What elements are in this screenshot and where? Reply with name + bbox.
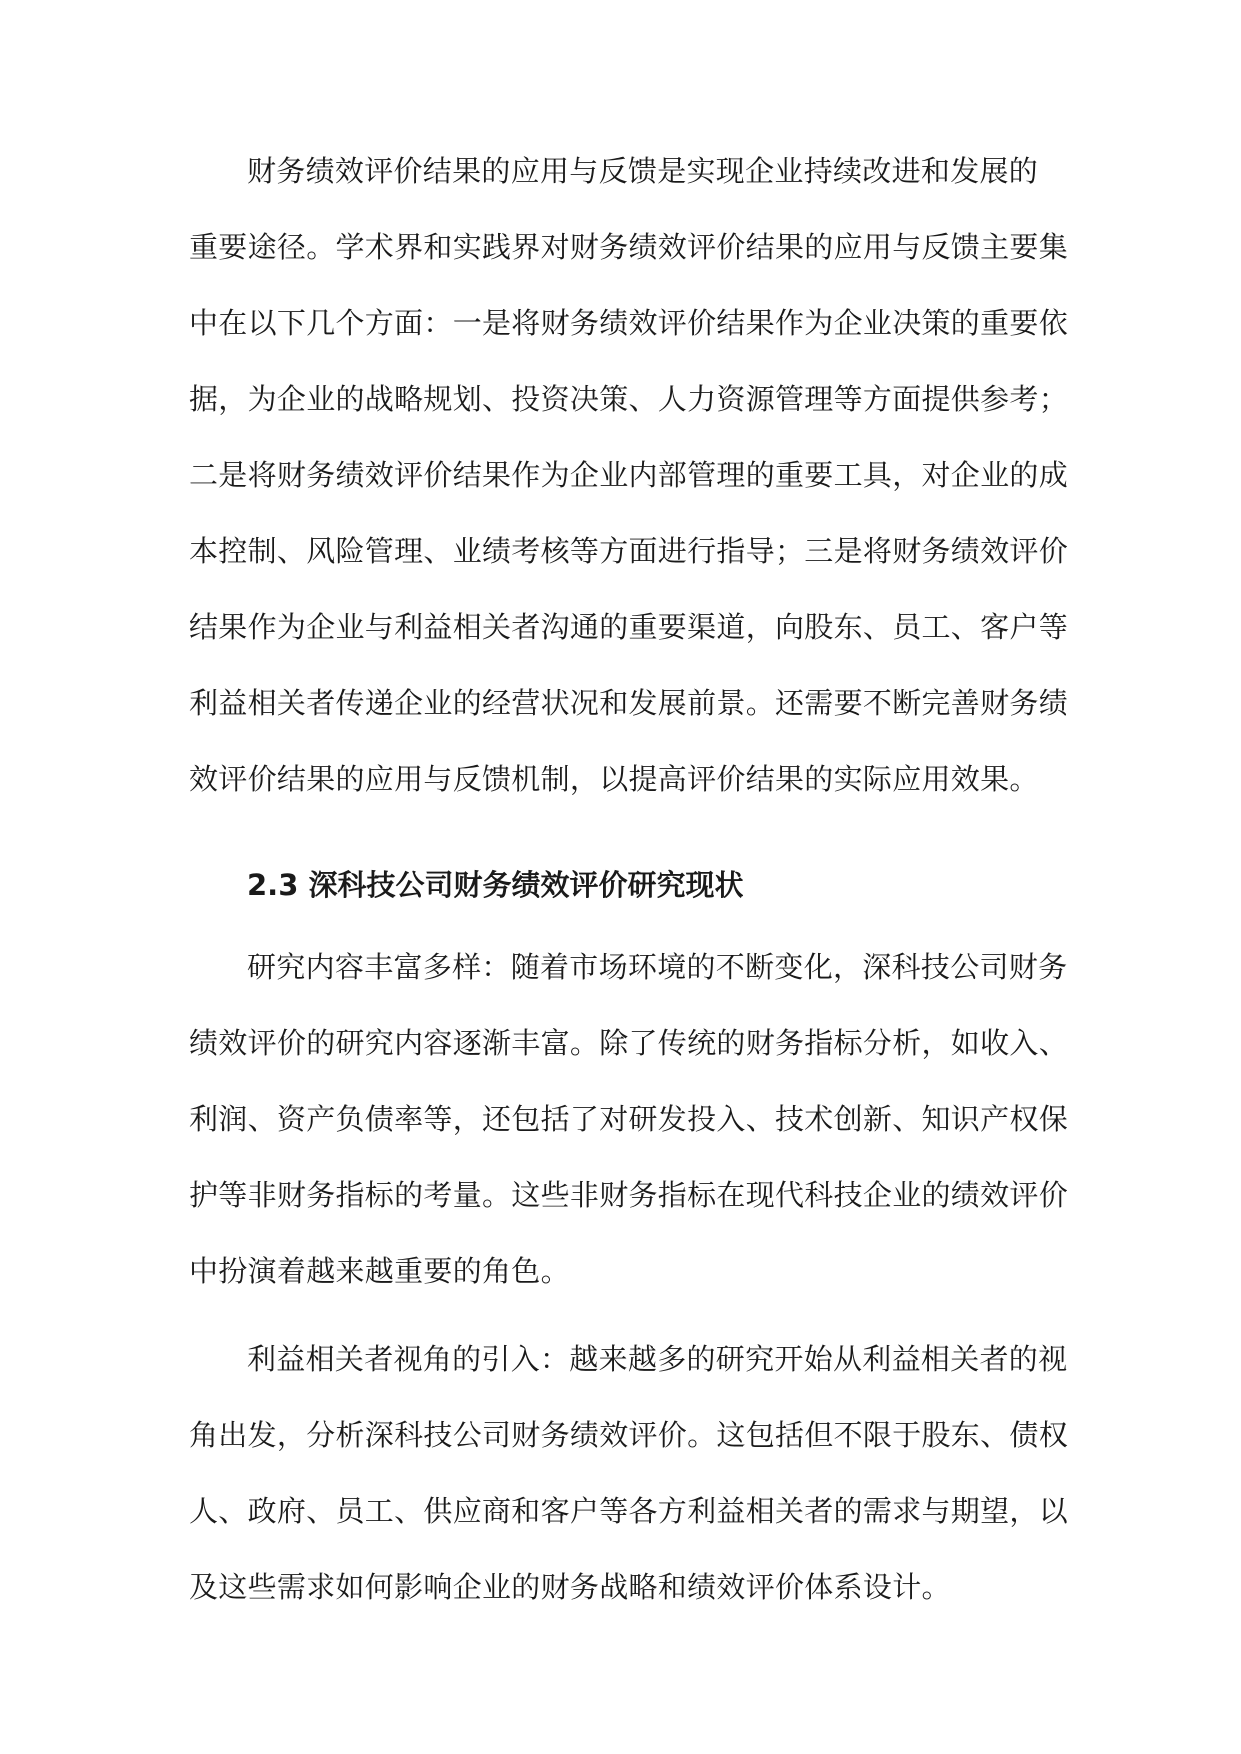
paragraph-line: 二是将财务绩效评价结果作为企业内部管理的重要工具，对企业的成 [189, 458, 1069, 492]
paragraph-research-content [189, 934, 1069, 1314]
paragraph-line: 绩效评价的研究内容逐渐丰富。除了传统的财务指标分析，如收入、 [189, 1026, 1069, 1060]
paragraph-line: 利益相关者传递企业的经营状况和发展前景。还需要不断完善财务绩 [189, 686, 1069, 720]
paragraph-line: 中扮演着越来越重要的角色。 [189, 1254, 570, 1288]
paragraph-line: 中在以下几个方面：一是将财务绩效评价结果作为企业决策的重要依 [189, 306, 1069, 340]
document-body [189, 138, 1069, 1630]
paragraph-line: 利润、资产负债率等，还包括了对研发投入、技术创新、知识产权保 [189, 1102, 1069, 1136]
paragraph-line: 利益相关者视角的引入：越来越多的研究开始从利益相关者的视 [247, 1342, 1068, 1376]
paragraph-application-feedback [189, 138, 1069, 822]
paragraph-line: 人、政府、员工、供应商和客户等各方利益相关者的需求与期望，以 [189, 1494, 1069, 1528]
paragraph-line: 角出发，分析深科技公司财务绩效评价。这包括但不限于股东、债权 [189, 1418, 1069, 1452]
section-heading: 2.3 深科技公司财务绩效评价研究现状 [247, 868, 744, 902]
paragraph-line: 据，为企业的战略规划、投资决策、人力资源管理等方面提供参考； [189, 382, 1069, 416]
paragraph-gap [189, 1314, 1059, 1326]
paragraph-stakeholder-perspective [189, 1326, 1069, 1630]
paragraph-line: 财务绩效评价结果的应用与反馈是实现企业持续改进和发展的 [247, 154, 1039, 188]
paragraph-line: 结果作为企业与利益相关者沟通的重要渠道，向股东、员工、客户等 [189, 610, 1069, 644]
paragraph-line: 重要途径。学术界和实践界对财务绩效评价结果的应用与反馈主要集 [189, 230, 1069, 264]
paragraph-line: 本控制、风险管理、业绩考核等方面进行指导；三是将财务绩效评价 [189, 534, 1069, 568]
paragraph-line: 及这些需求如何影响企业的财务战略和绩效评价体系设计。 [189, 1570, 951, 1604]
paragraph-line: 研究内容丰富多样：随着市场环境的不断变化，深科技公司财务 [247, 950, 1068, 984]
paragraph-line: 效评价结果的应用与反馈机制，以提高评价结果的实际应用效果。 [189, 762, 1039, 796]
paragraph-line: 护等非财务指标的考量。这些非财务指标在现代科技企业的绩效评价 [189, 1178, 1069, 1212]
